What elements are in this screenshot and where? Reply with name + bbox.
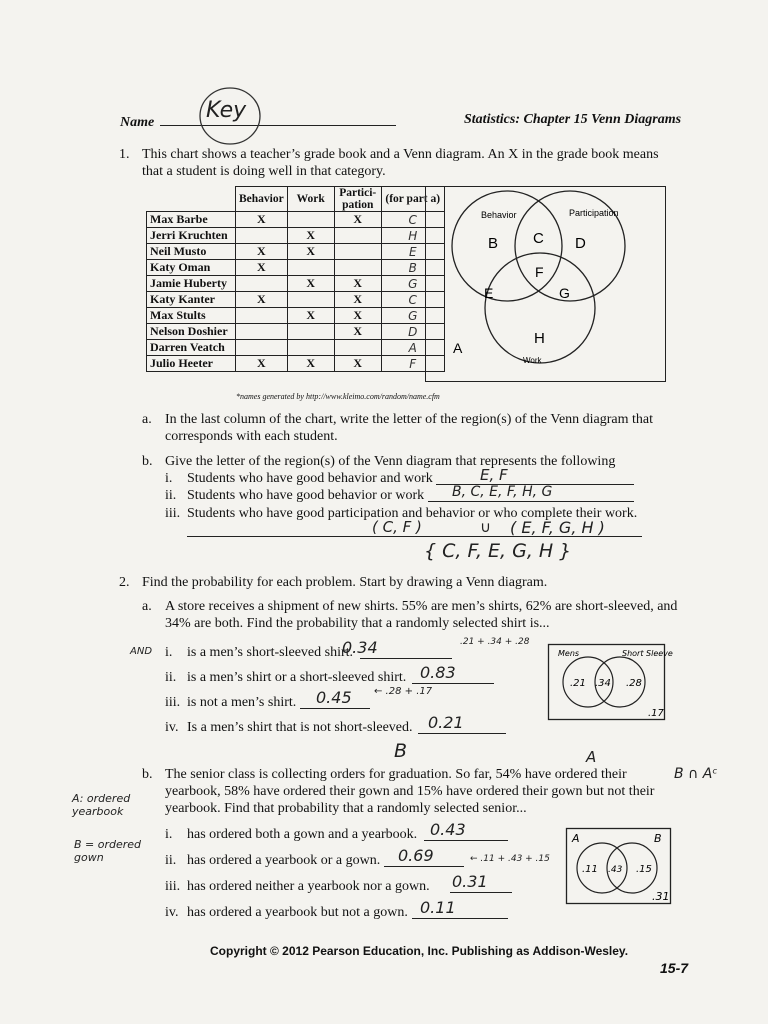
grade-row bbox=[147, 340, 445, 356]
answer-value: 0.21 bbox=[428, 713, 464, 732]
participation-cell bbox=[334, 244, 381, 260]
item-text: has ordered a yearbook or a gown. bbox=[187, 853, 381, 868]
grade-row bbox=[147, 356, 445, 372]
item-label: i. bbox=[165, 827, 173, 842]
venn-2a-value-left: .21 bbox=[570, 678, 586, 689]
venn-label-behavior: Behavior bbox=[481, 210, 517, 220]
item-text: is a men’s short-sleeved shirt. bbox=[187, 645, 354, 660]
name-label: Name bbox=[120, 115, 155, 130]
q2a-text-line1: A store receives a shipment of new shirts. 55% are men’s shirts, 62% are short-sleeved, and bbox=[165, 599, 678, 614]
q1b-ii-text: Students who have good behavior or work bbox=[187, 488, 425, 503]
venn-2b-value-both: .43 bbox=[608, 865, 623, 875]
venn-2b-label-left: A bbox=[572, 832, 580, 845]
item-label: ii. bbox=[165, 853, 177, 868]
q2-number: 2. bbox=[119, 575, 130, 590]
venn-2a-value-outside: .17 bbox=[648, 708, 664, 719]
behavior-cell: X bbox=[236, 244, 288, 260]
venn-region-g: G bbox=[559, 285, 570, 301]
behavior-cell bbox=[236, 276, 288, 292]
names-footnote: *names generated by http://www.kleimo.com/random/name.cfm bbox=[236, 392, 440, 401]
page-title: Statistics: Chapter 15 Venn Diagrams bbox=[464, 112, 682, 127]
q2-text: Find the probability for each problem. Start by drawing a Venn diagram. bbox=[142, 575, 548, 590]
behavior-cell: X bbox=[236, 292, 288, 308]
grade-book bbox=[146, 186, 445, 372]
region-answer-cell: D bbox=[381, 324, 444, 340]
q1b-i-text: Students who have good behavior and work bbox=[187, 471, 433, 486]
item-text: Is a men’s shirt that is not short-sleeved. bbox=[187, 720, 413, 735]
behavior-cell bbox=[236, 308, 288, 324]
q2b-margin-note-b: B = ordered gown bbox=[74, 838, 142, 864]
venn-region-d: D bbox=[575, 235, 586, 252]
q1b-iii-answer-2: ( E, F, G, H ) bbox=[510, 518, 605, 537]
item-text: has ordered neither a yearbook nor a gown. bbox=[187, 879, 430, 894]
work-cell bbox=[287, 324, 334, 340]
answer-line bbox=[300, 708, 370, 709]
answer-line bbox=[384, 866, 464, 867]
venn-region-e: E bbox=[484, 285, 494, 301]
region-answer-cell: F bbox=[381, 356, 444, 372]
answer-line bbox=[418, 733, 506, 734]
region-answer-cell: A bbox=[381, 340, 444, 356]
work-cell bbox=[287, 260, 334, 276]
q2b-text-line1: The senior class is collecting orders for graduation. So far, 54% have ordered their bbox=[165, 767, 627, 782]
participation-cell: X bbox=[334, 356, 381, 372]
answer-value: 0.45 bbox=[316, 688, 352, 707]
behavior-cell bbox=[236, 340, 288, 356]
behavior-cell bbox=[236, 228, 288, 244]
item-label: ii. bbox=[165, 670, 177, 685]
answer-value: 0.83 bbox=[420, 663, 456, 682]
grade-header-row bbox=[147, 187, 445, 212]
venn-2b-value-left: .11 bbox=[582, 864, 598, 875]
student-name: Katy Kanter bbox=[147, 292, 236, 308]
item-label: iv. bbox=[165, 905, 179, 920]
answer-value: 0.11 bbox=[420, 898, 456, 917]
page-number: 15-7 bbox=[660, 960, 689, 976]
q1b-iii-union: ∪ bbox=[480, 518, 491, 536]
student-name: Darren Veatch bbox=[147, 340, 236, 356]
work-cell bbox=[287, 292, 334, 308]
work-cell: X bbox=[287, 308, 334, 324]
work-cell: X bbox=[287, 244, 334, 260]
student-name: Nelson Doshier bbox=[147, 324, 236, 340]
venn-region-h: H bbox=[534, 330, 545, 347]
q1b-label: b. bbox=[142, 454, 153, 469]
participation-cell: X bbox=[334, 292, 381, 308]
venn-region-a: A bbox=[453, 340, 463, 356]
q2b-side-note: B ∩ Aᶜ bbox=[674, 766, 718, 782]
work-cell: X bbox=[287, 276, 334, 292]
q2b-mark-b: B bbox=[394, 740, 408, 762]
work-cell bbox=[287, 340, 334, 356]
venn-2a-label-left: Mens bbox=[558, 649, 580, 658]
work-cell: X bbox=[287, 356, 334, 372]
venn-label-work: Work bbox=[523, 356, 542, 365]
answer-value: 0.34 bbox=[342, 638, 378, 657]
item-label: i. bbox=[165, 645, 173, 660]
region-answer-cell: G bbox=[381, 308, 444, 324]
venn-2b-label-right: B bbox=[654, 832, 662, 845]
item-label: iv. bbox=[165, 720, 179, 735]
grade-row bbox=[147, 212, 445, 228]
q1b-i-answer: E, F bbox=[480, 466, 508, 484]
q1b-iii-answer-1: ( C, F ) bbox=[372, 518, 422, 536]
grade-row bbox=[147, 228, 445, 244]
q2a-text-line2: 34% are both. Find the probability that a randomly selected shirt is... bbox=[165, 616, 550, 631]
q1-number: 1. bbox=[119, 147, 130, 162]
answer-line bbox=[424, 840, 508, 841]
participation-cell: X bbox=[334, 212, 381, 228]
behavior-cell: X bbox=[236, 260, 288, 276]
behavior-cell: X bbox=[236, 212, 288, 228]
col-part-a: (for part a) bbox=[381, 187, 444, 212]
q1-text-line1: This chart shows a teacher’s grade book and a Venn diagram. An X in the grade book means bbox=[142, 147, 659, 162]
q1b-iii-text: Students who have good participation and behavior or who complete their work. bbox=[187, 506, 638, 521]
q2b-text-line3: yearbook. Find that probability that a randomly selected senior... bbox=[165, 801, 527, 816]
grade-row bbox=[147, 292, 445, 308]
item-text: is a men’s shirt or a short-sleeved shirt. bbox=[187, 670, 407, 685]
q1b-i-label: i. bbox=[165, 471, 173, 486]
q1b-ii-answer: B, C, E, F, H, G bbox=[452, 484, 553, 500]
answer-value: 0.31 bbox=[452, 872, 488, 891]
venn-diagram-2b bbox=[566, 828, 672, 904]
student-name: Jerri Kruchten bbox=[147, 228, 236, 244]
q2b-label: b. bbox=[142, 767, 153, 782]
name-value: Key bbox=[206, 98, 247, 123]
answer-value: 0.69 bbox=[398, 846, 434, 865]
region-answer-cell: G bbox=[381, 276, 444, 292]
venn-2a-value-both: .34 bbox=[595, 678, 611, 689]
student-name: Max Barbe bbox=[147, 212, 236, 228]
answer-line bbox=[450, 892, 512, 893]
region-answer-cell: C bbox=[381, 292, 444, 308]
participation-cell bbox=[334, 228, 381, 244]
item-label: iii. bbox=[165, 695, 181, 710]
participation-cell: X bbox=[334, 324, 381, 340]
q2a-work-2: ← .28 + .17 bbox=[374, 686, 433, 697]
copyright: Copyright © 2012 Pearson Education, Inc. Publishing as Addison-Wesley. bbox=[210, 944, 629, 958]
grade-row bbox=[147, 260, 445, 276]
q2a-work-1: .21 + .34 + .28 bbox=[460, 637, 530, 647]
col-participation: Partici-pation bbox=[334, 187, 381, 212]
region-answer-cell: C bbox=[381, 212, 444, 228]
student-name: Katy Oman bbox=[147, 260, 236, 276]
participation-cell bbox=[334, 340, 381, 356]
answer-line bbox=[412, 918, 508, 919]
q2b-text-line2: yearbook, 58% have ordered their gown and 15% have ordered their gown but not their bbox=[165, 784, 655, 799]
venn-2a-value-right: .28 bbox=[626, 678, 642, 689]
grade-row bbox=[147, 324, 445, 340]
behavior-cell: X bbox=[236, 356, 288, 372]
venn-label-participation: Participation bbox=[569, 208, 619, 218]
q2b-margin-note-a: A: ordered yearbook bbox=[72, 792, 131, 818]
grade-row bbox=[147, 244, 445, 260]
participation-cell: X bbox=[334, 276, 381, 292]
region-answer-cell: H bbox=[381, 228, 444, 244]
student-name: Julio Heeter bbox=[147, 356, 236, 372]
q1b-text: Give the letter of the region(s) of the Venn diagram that represents the following bbox=[165, 454, 616, 469]
q1b-ii-label: ii. bbox=[165, 488, 177, 503]
behavior-cell bbox=[236, 324, 288, 340]
item-label: iii. bbox=[165, 879, 181, 894]
q1a-text-line1: In the last column of the chart, write the letter of the region(s) of the Venn diagram that bbox=[165, 412, 654, 427]
q1b-iii-answer-3: { C, F, E, G, H } bbox=[424, 540, 572, 562]
q1b-iii-label: iii. bbox=[165, 506, 181, 521]
grade-row bbox=[147, 308, 445, 324]
q1a-label: a. bbox=[142, 412, 152, 427]
q1-text-line2: that a student is doing well in that category. bbox=[142, 164, 386, 179]
venn-diagram-2a bbox=[548, 644, 673, 720]
region-answer-cell: E bbox=[381, 244, 444, 260]
answer-line bbox=[360, 658, 452, 659]
q1a-text-line2: corresponds with each student. bbox=[165, 429, 338, 444]
item-text: is not a men’s shirt. bbox=[187, 695, 297, 710]
answer-line bbox=[412, 683, 494, 684]
grade-row bbox=[147, 276, 445, 292]
participation-cell: X bbox=[334, 308, 381, 324]
q2a-and-note: AND bbox=[130, 646, 153, 657]
q2b-mark-a: A bbox=[586, 748, 597, 766]
col-behavior: Behavior bbox=[236, 187, 288, 212]
venn-region-f: F bbox=[535, 264, 544, 280]
work-cell: X bbox=[287, 228, 334, 244]
q1b-ii-answer-line bbox=[428, 501, 634, 502]
venn-circle-behavior bbox=[452, 191, 562, 301]
student-name: Max Stults bbox=[147, 308, 236, 324]
venn-2b-value-outside: .31 bbox=[652, 890, 670, 903]
venn-region-b: B bbox=[488, 235, 499, 252]
venn-region-c: C bbox=[533, 230, 544, 247]
name-scribble bbox=[192, 80, 272, 150]
venn-2b-value-right: .15 bbox=[636, 864, 652, 875]
student-name: Jamie Huberty bbox=[147, 276, 236, 292]
item-text: has ordered both a gown and a yearbook. bbox=[187, 827, 418, 842]
answer-value: 0.43 bbox=[430, 820, 466, 839]
grade-table bbox=[146, 186, 445, 372]
participation-cell bbox=[334, 260, 381, 276]
q2b-work: ← .11 + .43 + .15 bbox=[470, 854, 550, 864]
item-text: has ordered a yearbook but not a gown. bbox=[187, 905, 408, 920]
venn-2a-label-right: Short Sleeve bbox=[622, 649, 673, 658]
venn-diagram-1 bbox=[425, 186, 666, 382]
q2a-label: a. bbox=[142, 599, 152, 614]
work-cell bbox=[287, 212, 334, 228]
col-work: Work bbox=[287, 187, 334, 212]
region-answer-cell: B bbox=[381, 260, 444, 276]
student-name: Neil Musto bbox=[147, 244, 236, 260]
